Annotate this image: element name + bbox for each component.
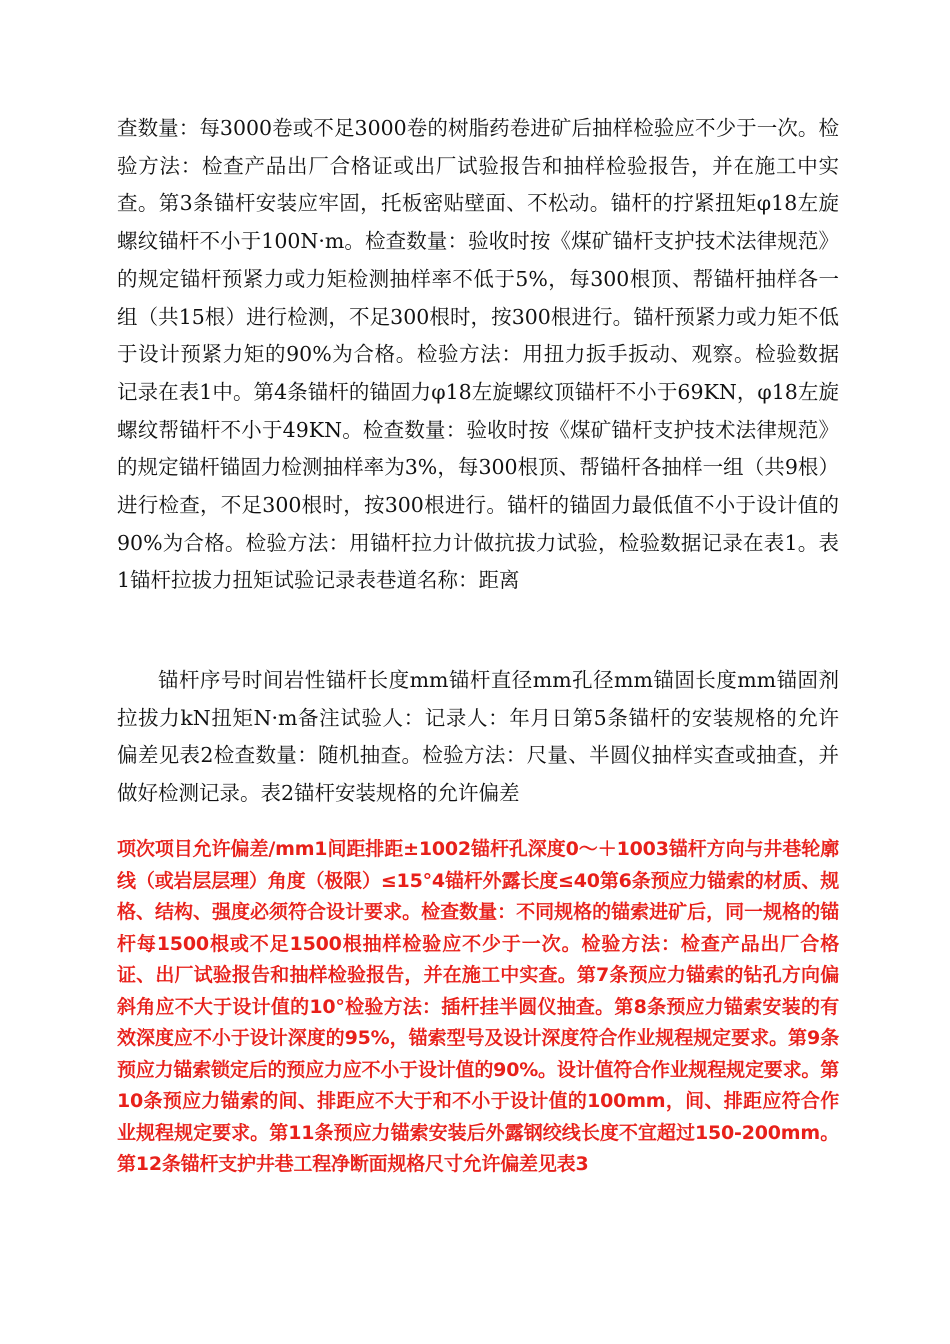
body-paragraph-2: 锚杆序号时间岩性锚杆长度mm锚杆直径mm孔径mm锚固长度mm锚固剂拉拔力kN扭矩N·m备注试验人：记录人：年月日第5条锚杆的安装规格的允许偏差见表2检查数量：随机抽查。检验方法：尺量、半圆仪抽样实查或抽查，并做好检测记录。表2锚杆安装规格的允许偏差 (117, 668, 839, 806)
highlighted-paragraph: 项次项目允许偏差/mm1间距排距±1002锚杆孔深度0～＋1003锚杆方向与井巷轮廓线（或岩层层理）角度（极限）≤15°4锚杆外露长度≤40第6条预应力锚索的材质、规格、结构、强度必须符合设计要求。检查数量：不同规格的锚索进矿后，同一规格的锚杆每1500根或不足1500根抽样检验应不少于一次。检验方法：检查产品出厂合格证、出厂试验报告和抽样检验报告，并在施工中实查。第7条预应力锚索的钻孔方向偏斜角应不大于设计值的10°检验方法：插杆挂半圆仪抽查。第8条预应力锚索安装的有效深度应不小于设计深度的95%，锚索型号及设计深度符合作业规程规定要求。第9条预应力锚索锁定后的预应力应不小于设计值的90%。设计值符合作业规程规定要求。第10条预应力锚索的间、排距应不大于和不小于设计值的100mm，间、排距应符合作业规程规定要求。第11条预应力锚索安装后外露钢绞线长度不宜超过150-200mm。第12条锚杆支护井巷工程净断面规格尺寸允许偏差见表3 (117, 838, 839, 1175)
body-paragraph-1: 查数量：每3000卷或不足3000卷的树脂药卷进矿后抽样检验应不少于一次。检验方法：检查产品出厂合格证或出厂试验报告和抽样检验报告，并在施工中实查。第3条锚杆安装应牢固，托板密贴壁面、不松动。锚杆的拧紧扭矩φ18左旋螺纹锚杆不小于100N·m。检查数量：验收时按《煤矿锚杆支护技术法律规范》的规定锚杆预紧力或力矩检测抽样率不低于5%，每300根顶、帮锚杆抽样各一组（共15根）进行检测，不足300根时，按300根进行。锚杆预紧力或力矩不低于设计预紧力矩的90%为合格。检验方法：用扭力扳手扳动、观察。检验数据记录在表1中。第4条锚杆的锚固力φ18左旋螺纹顶锚杆不小于69KN，φ18左旋螺纹帮锚杆不小于49KN。检查数量：验收时按《煤矿锚杆支护技术法律规范》的规定锚杆锚固力检测抽样率为3%，每300根顶、帮锚杆各抽样一组（共9根）进行检查，不足300根时，按300根进行。锚杆的锚固力最低值不小于设计值的90%为合格。检验方法：用锚杆拉力计做抗拔力试验，检验数据记录在表1。表1锚杆拉拔力扭矩试验记录表巷道名称：距离 (117, 116, 839, 593)
